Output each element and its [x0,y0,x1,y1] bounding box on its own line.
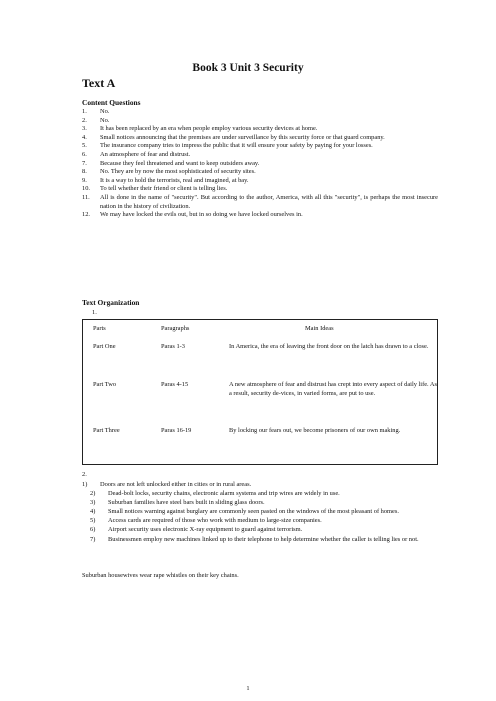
security-devices-list [82,481,438,545]
list-item: 8. No. They are by now the most sophisticated of security sites. [82,168,256,176]
list-item: 10. To tell whether their friend or client is telling lies. [82,185,228,193]
list-item: 6. An atmosphere of fear and distrust. [82,150,191,158]
page-title: Book 3 Unit 3 Security [192,62,304,74]
list-item: 4) Small notices warning against burglary are commonly seen pasted on the windows of the most pleasant of homes. [90,508,399,516]
table-header-main-ideas: Main Ideas [305,325,334,332]
closing-line: Suburban housewives wear rape whistles on their key chains. [82,572,239,579]
section-number-1: 1. [92,309,97,316]
list-item: 3) Suburban families have steel bars built in sliding glass doors. [90,499,265,507]
text-organization-heading: Text Organization [82,298,140,307]
list-item: 1) Doors are not left unlocked either in cities or in rural areas. [82,481,252,488]
organization-table: Parts Paragraphs Main Ideas Part One Paras 1-3 In America, the era of leaving the front door on the latch has drawn to a close. Part Two Paras 4-15 A new atmosphere of fear and distrust has crept into every aspect of daily life. As a result, security de-vices, in varied forms, are put to use. Part Three Paras 16-19 By locking our fears out, we become prisoners of our own making. [82,319,438,465]
table-header-parts: Parts [93,325,106,332]
section-number-2: 2. [82,471,87,478]
list-item: 11. All is done in the name of "security". But according to the author, America, with all this "security", is perhaps the most insecure nation in the history of civilization. [82,193,438,210]
list-item: 7. Because they feel threatened and want to keep outsiders away. [82,159,260,167]
list-item: 4. Small notices announcing that the premises are under surveillance by this security force or that guard company. [82,133,385,141]
section-heading: Text A [82,76,116,90]
table-header-paragraphs: Paragraphs [161,325,190,332]
list-item: 12. We may have locked the evils out, but in so doing we have locked ourselves in. [82,211,303,219]
page-number: 1 [246,685,250,692]
list-item: 1. No. [82,108,110,115]
list-item: 6) Airport security uses electronic X-ray equipment to guard against terrorism. [90,526,303,534]
list-item: 7) Businessmen employ new machines linked up to their telephone to help determine whether the caller is telling lies or not. [90,535,419,543]
content-questions-list [82,108,438,220]
list-item: 3. It has been replaced by an era when people employ various security devices at home. [82,125,318,133]
list-item: 5) Access cards are required of those who work with medium to large-size companies. [90,517,322,525]
list-item: 9. It is a way to hold the terrorists, real and imagined, at bay. [82,176,249,184]
list-item: 2. No. [82,116,110,124]
list-item: 5. The insurance company tries to impress the public that it will ensure your safety by paying for your losses. [82,142,373,150]
content-questions-heading: Content Questions [82,98,141,107]
list-item: 2) Dead-bolt locks, security chains, electronic alarm systems and trip wires are widely in use. [90,490,340,498]
